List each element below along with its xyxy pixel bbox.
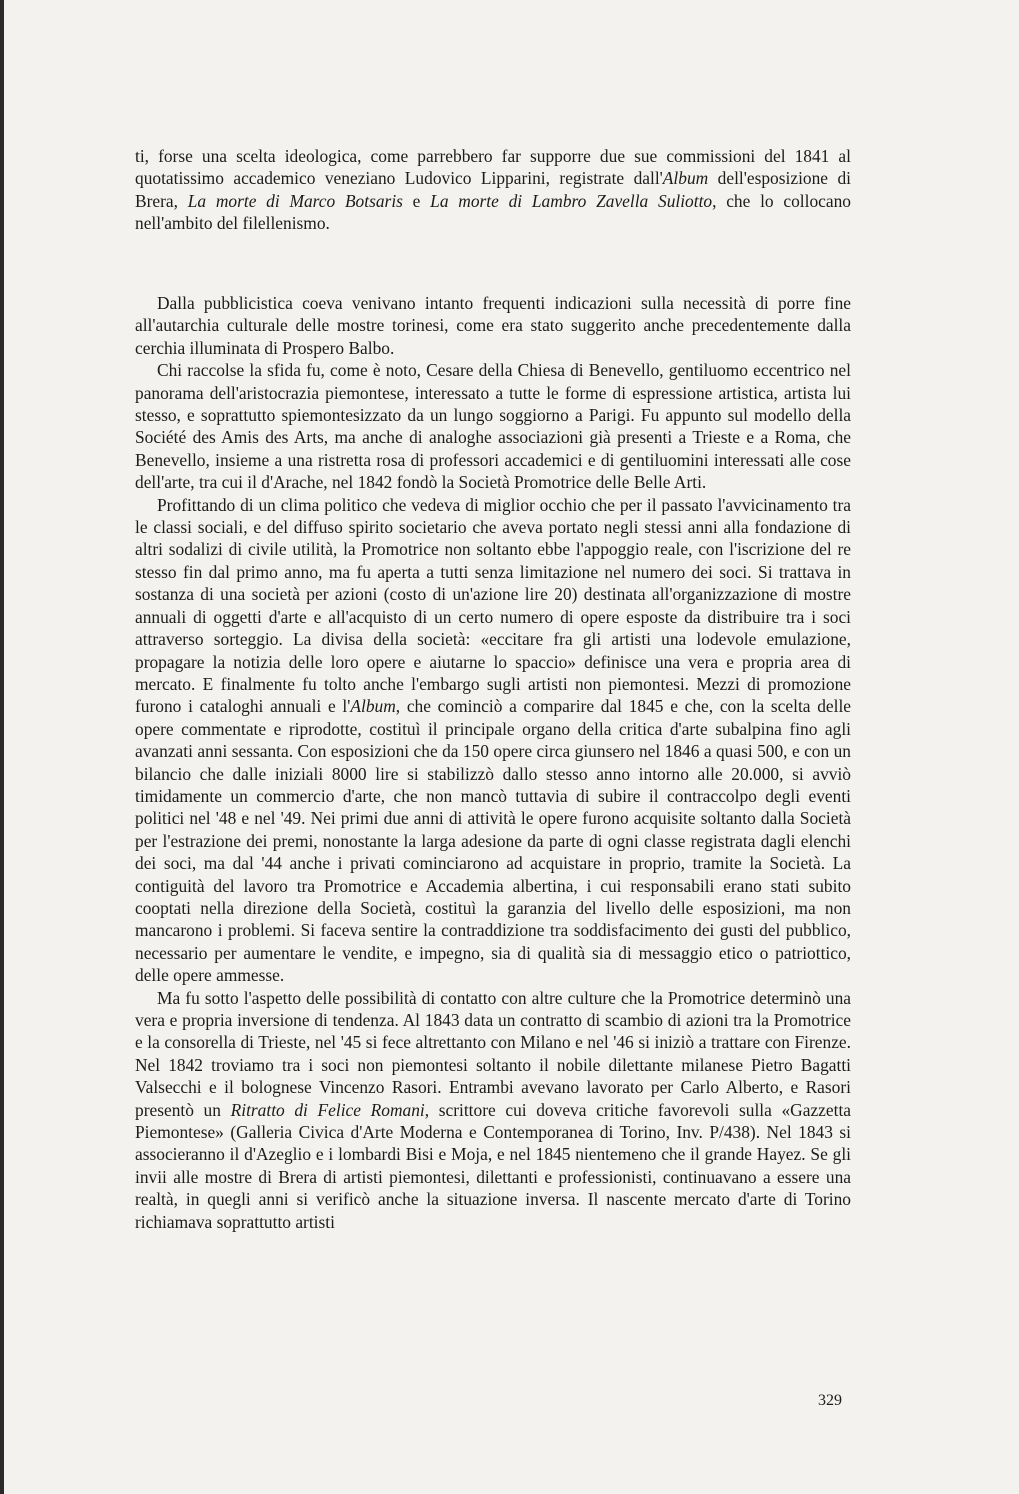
page-number: 329 [818,1392,842,1409]
paragraph-group-top [135,145,851,235]
page-binding-edge [0,0,4,1494]
paragraph-4: Profittando di un clima politico che vedeva di miglior occhio che per il passato l'avvicinamento tra le classi sociali, e del diffuso spirito societario che aveva portato negli stessi anni alla fondazione di altri sodalizi di civile utilità, la Promotrice non soltanto ebbe l'appoggio reale, con l'iscrizione del re stesso fin dal primo anno, ma fu aperta a tutti senza limitazione nel numero dei soci. Si trattava in sostanza di una società per azioni (costo di un'azione lire 20) destinata all'organizzazione di mostre annuali di oggetti d'arte e all'acquisto di un certo numero di opere esposte da distribuire tra i soci attraverso sorteggio. La divisa della società: «eccitare fra gli artisti una lodevole emulazione, propagare la notizia delle loro opere e aiutarne lo spaccio» definisce una vera e propria area di mercato. E finalmente fu tolto anche l'embargo sugli artisti non piemontesi. Mezzi di promozione furono i cataloghi annuali e l'Album, che cominciò a comparire dal 1845 e che, con la scelta delle opere commentate e riprodotte, costituì il principale organo della critica d'arte subalpina fino agli avanzati anni sessanta. Con esposizioni che da 150 opere circa giunsero nel 1846 a quasi 500, e con un bilancio che dalle iniziali 8000 lire si stabilizzò dallo stesso anno intorno alle 20.000, si avviò timidamente un commercio d'arte, che non mancò tuttavia di subire il contraccolpo degli eventi politici nel '48 e nel '49. Nei primi due anni di attività le opere furono acquisite soltanto dalla Società per l'estrazione dei premi, nonostante la larga adesione da parte di ogni classe registrata dagli elenchi dei soci, ma dal '44 anche i privati cominciarono ad acquistare in proprio, tramite la Società. La contiguità del lavoro tra Promotrice e Accademia albertina, i cui responsabili erano stati subito cooptati nella direzione della Società, costituì la garanzia del livello delle esposizioni, ma non mancarono i problemi. Si faceva sentire la contraddizione tra soddisfacimento dei gusti del pubblico, necessario per aumentare le vendite, e impegno, sia di qualità sia di messaggio etico o patriottico, delle opere ammesse. [135,494,852,986]
paragraph-5: Ma fu sotto l'aspetto delle possibilità di contatto con altre culture che la Promotrice determinò una vera e propria inversione di tendenza. Al 1843 data un contratto di scambio di azioni tra la Promotrice e la consorella di Trieste, nel '45 si fece altrettanto con Milano e nel '46 si iniziò a trattare con Firenze. Nel 1842 troviamo tra i soci non piemontesi soltanto il nobile dilettante milanese Pietro Bagatti Valsecchi e il bolognese Vincenzo Rasori. Entrambi avevano lavorato per Carlo Alberto, e Rasori presentò un Ritratto di Felice Romani, scrittore cui doveva critiche favorevoli sulla «Gazzetta Piemontese» (Galleria Civica d'Arte Moderna e Contemporanea di Torino, Inv. P/438). Nel 1843 si associeranno il d'Azeglio e i lombardi Bisi e Moja, e nel 1845 nientemeno che il grande Hayez. Se gli invii alle mostre di Brera di artisti piemontesi, dilettanti e professionisti, continuavano a essere una realtà, in quegli anni si verificò anche la situazione inversa. Il nascente mercato d'arte di Torino richiamava soprattutto artisti [135,987,851,1232]
paragraph-2: Dalla pubblicistica coeva venivano intanto frequenti indicazioni sulla necessità di porre fine all'autarchia culturale delle mostre torinesi, come era stato suggerito anche precedentemente dalla cerchia illuminata di Prospero Balbo. [135,293,851,358]
paragraph-group-main [135,292,851,1233]
paragraph-3: Chi raccolse la sfida fu, come è noto, Cesare della Chiesa di Benevello, gentiluomo eccentrico nel panorama dell'aristocrazia piemontese, interessato a tutte le forme di espressione artistica, artista lui stesso, e soprattutto spiemontesizzato da un lungo soggiorno a Parigi. Fu appunto sul modello della Société des Amis des Arts, ma anche di analoghe associazioni già presenti a Trieste e a Roma, che Benevello, insieme a una ristretta rosa di professori accademici e di gentiluomini interessati alle cose dell'arte, tra cui il d'Arache, nel 1842 fondò la Società Promotrice delle Belle Arti. [135,360,851,493]
paragraph-1: ti, forse una scelta ideologica, come parrebbero far supporre due sue commissioni del 1841 al quotatissimo accademico veneziano Ludovico Lipparini, registrate dall'Album dell'esposizione di Brera, La morte di Marco Botsaris e La morte di Lambro Zavella Suliotto, che lo collocano nell'ambito del filellenismo. [135,146,851,234]
